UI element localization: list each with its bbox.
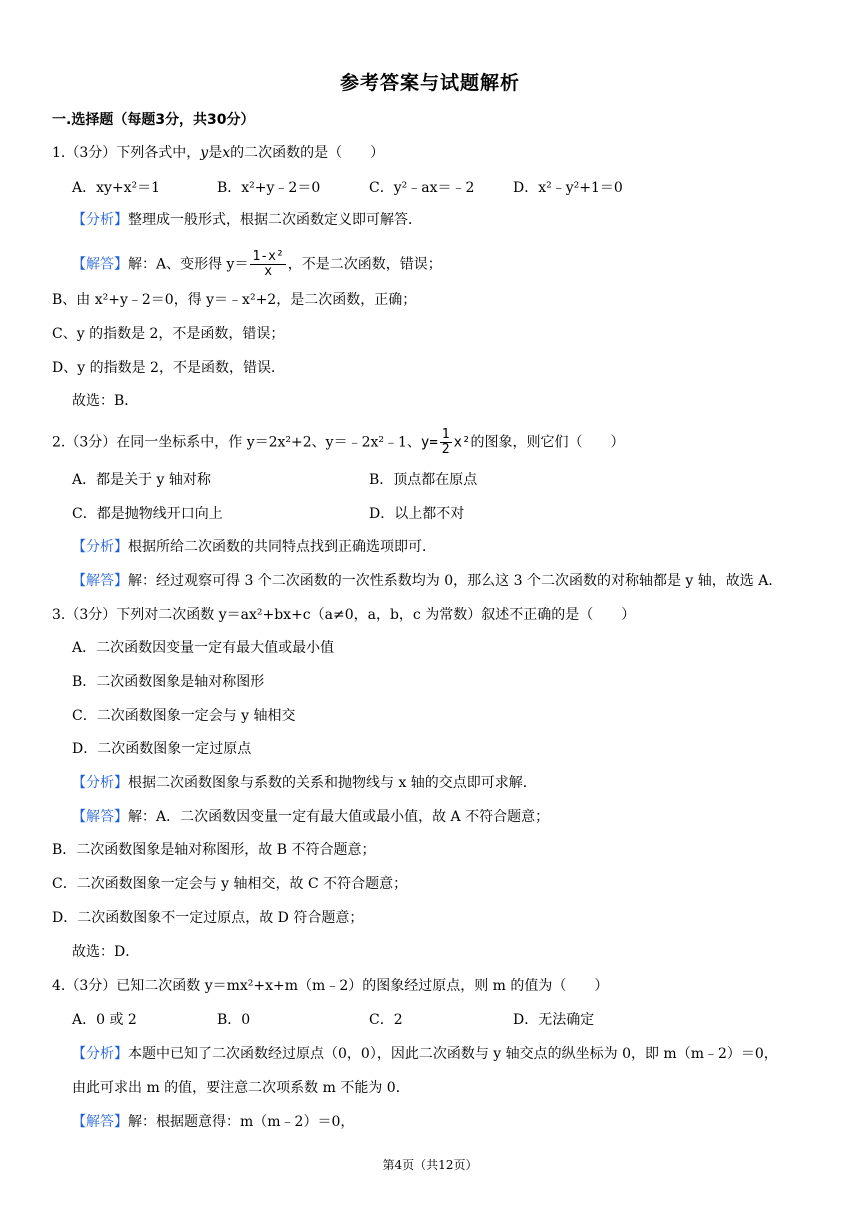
q4-option-c: C．2: [369, 1012, 403, 1028]
q3-analysis-text: 根据二次函数图象与系数的关系和抛物线与 x 轴的交点即可求解．: [128, 775, 537, 791]
q3-stem: 3.（3分）下列对二次函数 y＝ax²+bx+c（a≠0，a，b，c 为常数）叙述不正确的是（ ）: [52, 607, 636, 623]
q1-answer: [72, 250, 442, 279]
q1-stem-text: 的二次函数的是（ ）: [230, 145, 385, 161]
q2-fraction: [440, 428, 452, 457]
q2-analysis: [72, 537, 436, 557]
q1-line-b: B、由 x²+y﹣2＝0，得 y＝﹣x²+2，是二次函数，正确；: [52, 292, 417, 308]
q1-options: [72, 178, 623, 198]
q4-option-d: D．无法确定: [513, 1012, 595, 1028]
fraction-denominator: 2: [441, 442, 450, 457]
q1-option-c: C．y²﹣ax＝﹣2: [369, 180, 475, 196]
section-heading: 一.选择题（每题3分，共30分）: [52, 112, 255, 128]
q1-option-b: B．x²+y﹣2＝0: [217, 180, 321, 196]
q2-option-d: D．以上都不对: [369, 506, 465, 522]
q4-option-b: B．0: [217, 1012, 251, 1028]
q4-answer: [72, 1112, 354, 1132]
answer-tag: 【解答】: [72, 809, 128, 825]
answer-tag: 【解答】: [72, 256, 128, 273]
q3-answer: [72, 807, 549, 827]
analysis-tag: 【分析】: [72, 775, 128, 791]
q3-option-d: D．二次函数图象一定过原点: [72, 741, 252, 757]
q4-option-a: A．0 或 2: [72, 1012, 137, 1028]
q1-line-d: D、y 的指数是 2，不是函数，错误．: [52, 360, 285, 376]
q1-answer-text: 解：A、变形得 y＝: [128, 256, 249, 273]
q2-options-row2: [72, 504, 464, 524]
q1-stem-var: x: [222, 145, 231, 161]
q1-option-d: D．x²﹣y²+1＝0: [513, 180, 623, 196]
q3-answer-text: 解：A．二次函数因变量一定有最大值或最小值，故 A 不符合题意；: [128, 809, 550, 825]
q3-analysis: [72, 773, 537, 793]
q1-answer-text: ，不是二次函数，错误；: [287, 256, 442, 273]
q2-options-row1: [72, 470, 477, 490]
page-title: 参考答案与试题解析: [339, 72, 520, 94]
q2-stem-text: 2.（3分）在同一坐标系中，作 y＝2x²+2、y＝﹣2x²﹣1、: [52, 434, 421, 451]
q3-option-c: C．二次函数图象一定会与 y 轴相交: [72, 708, 296, 724]
q4-stem: 4.（3分）已知二次函数 y＝mx²+x+m（m﹣2）的图象经过原点，则 m 的值为（ ）: [52, 978, 609, 994]
q2-fraction-rhs: x²: [453, 434, 471, 451]
q4-answer-text: 解：根据题意得：m（m﹣2）＝0，: [128, 1114, 355, 1130]
q2-answer-text: 解：经过观察可得 3 个二次函数的一次性系数均为 0，那么这 3 个二次函数的对称轴都是 y 轴，故选 A．: [128, 573, 783, 589]
q3-option-a: A．二次函数因变量一定有最大值或最小值: [72, 640, 335, 656]
page-footer: 第4页（共12页）: [382, 1158, 478, 1172]
q1-line-c: C、y 的指数是 2，不是函数，错误；: [52, 326, 285, 342]
q1-option-a: A．xy+x²＝1: [72, 180, 161, 196]
q4-analysis-cont: 由此可求出 m 的值，要注意二次项系数 m 不能为 0．: [72, 1080, 410, 1096]
q4-analysis-text: 本题中已知了二次函数经过原点（0，0），因此二次函数与 y 轴交点的纵坐标为 0，即 m（m﹣2）＝0，: [128, 1046, 778, 1062]
fraction-denominator: x: [264, 264, 273, 279]
analysis-tag: 【分析】: [72, 212, 128, 228]
q2-analysis-text: 根据所给二次函数的共同特点找到正确选项即可．: [128, 539, 436, 555]
q3-option-b: B．二次函数图象是轴对称图形: [72, 674, 265, 690]
q1-stem-var: y: [200, 145, 209, 161]
answer-tag: 【解答】: [72, 573, 128, 589]
q2-option-b: B．顶点都在原点: [369, 472, 478, 488]
q1-fraction: [250, 250, 285, 279]
q3-line-c: C．二次函数图象一定会与 y 轴相交，故 C 不符合题意；: [52, 876, 408, 892]
analysis-tag: 【分析】: [72, 1046, 128, 1062]
q4-options: [72, 1010, 594, 1030]
q2-option-a: A．都是关于 y 轴对称: [72, 472, 211, 488]
fraction-numerator: 1-x²: [252, 249, 284, 264]
q2-stem-text: 的图象，则它们（ ）: [470, 434, 625, 451]
q1-choose: 故选：B．: [72, 393, 139, 409]
fraction-numerator: 1: [441, 427, 450, 442]
q1-analysis-text: 整理成一般形式，根据二次函数定义即可解答．: [128, 212, 422, 228]
q3-line-d: D．二次函数图象不一定过原点，故 D 符合题意；: [52, 910, 364, 926]
q2-stem: [52, 428, 624, 457]
q1-stem-text: 1.（3分）下列各式中，: [52, 145, 201, 161]
q2-answer: [72, 571, 782, 591]
q1-stem-text: 是: [208, 145, 223, 161]
q3-line-b: B．二次函数图象是轴对称图形，故 B 不符合题意；: [52, 842, 376, 858]
q1-analysis: [72, 210, 422, 230]
q3-choose: 故选：D．: [72, 944, 140, 960]
q1-stem: [52, 143, 384, 163]
analysis-tag: 【分析】: [72, 539, 128, 555]
q2-option-c: C．都是抛物线开口向上: [72, 506, 223, 522]
answer-tag: 【解答】: [72, 1114, 128, 1130]
q4-analysis: [72, 1044, 778, 1064]
q2-fraction-lhs: y=: [420, 434, 438, 451]
